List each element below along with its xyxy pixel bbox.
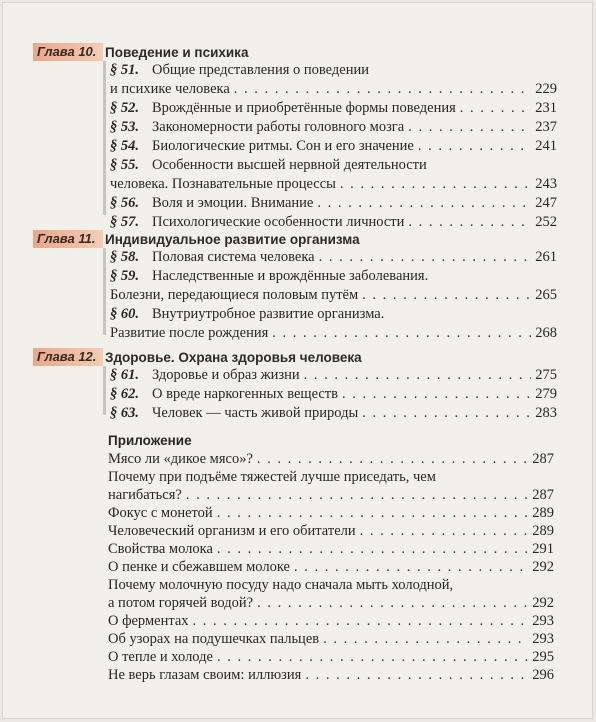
toc-entry[interactable]	[110, 305, 557, 323]
toc-entry[interactable]	[108, 576, 554, 594]
page-number: 289	[532, 505, 554, 521]
entry-title: Закономерности работы головного мозга	[152, 119, 405, 135]
section-number: § 59.	[110, 268, 139, 284]
entry-title: О вреде наркогенных веществ	[152, 386, 338, 402]
page-number: 268	[535, 325, 557, 341]
entry-title: Врождённые и приобретённые формы поведения	[152, 100, 456, 116]
toc-entry[interactable]	[110, 99, 557, 117]
leader-dots	[323, 630, 528, 648]
entry-title: Почему при подъёме тяжестей лучше приседать, чем	[108, 469, 436, 485]
leader-dots	[257, 450, 528, 468]
leader-dots	[362, 286, 531, 304]
toc-entry[interactable]	[110, 80, 557, 98]
leader-dots	[305, 666, 528, 684]
toc-entry[interactable]	[110, 194, 557, 212]
toc-entry[interactable]	[110, 137, 557, 155]
leader-dots	[342, 385, 531, 403]
chapter-title: Индивидуальное развитие организма	[105, 231, 360, 247]
toc-entry[interactable]	[108, 648, 554, 666]
toc-entry[interactable]	[108, 666, 554, 684]
page-number: 275	[535, 367, 557, 383]
chapter-12-entries	[103, 366, 557, 421]
section-number: § 51.	[110, 62, 139, 78]
entry-title: Об узорах на подушечках пальцев	[108, 631, 320, 647]
page-number: 252	[535, 214, 557, 230]
chapter-10-entries	[103, 61, 557, 230]
entry-title: Мясо ли «дикое мясо»?	[108, 451, 253, 467]
entry-title: и психике человека	[110, 81, 230, 97]
toc-entry[interactable]	[110, 366, 557, 384]
toc-entry[interactable]	[108, 450, 554, 468]
leader-dots	[294, 558, 528, 576]
page-number: 279	[535, 386, 557, 402]
leader-dots	[460, 99, 531, 117]
chapter-label: Глава 12.	[33, 348, 103, 366]
toc-entry[interactable]	[108, 594, 554, 612]
page-number: 287	[532, 487, 554, 503]
section-number: § 62.	[110, 386, 139, 402]
page-number: 289	[532, 523, 554, 539]
entry-title: Свойства молока	[108, 541, 213, 557]
toc-entry[interactable]	[110, 267, 557, 285]
chapter-10-heading	[33, 43, 248, 61]
chapter-title: Поведение и психика	[105, 44, 249, 60]
entry-title: Фокус с монетой	[108, 505, 213, 521]
section-number: § 54.	[110, 138, 139, 154]
entry-title: Человек — часть живой природы	[152, 405, 359, 421]
chapter-title: Здоровье. Охрана здоровья человека	[105, 349, 362, 365]
entry-title: Биологические ритмы. Сон и его значение	[152, 138, 414, 154]
page-number: 291	[532, 541, 554, 557]
entry-title: нагибаться?	[108, 487, 182, 503]
leader-dots	[234, 80, 531, 98]
page-number: 293	[532, 613, 554, 629]
page-number: 283	[535, 405, 557, 421]
entry-title: Половая система человека	[152, 249, 315, 265]
chapter-label: Глава 10.	[33, 43, 103, 61]
leader-dots	[186, 486, 528, 504]
page-number: 243	[535, 176, 557, 192]
leader-dots	[362, 404, 531, 422]
entry-title: а потом горячей водой?	[108, 595, 254, 611]
section-number: § 60.	[110, 306, 139, 322]
section-number: § 53.	[110, 119, 139, 135]
entry-title: Человеческий организм и его обитатели	[108, 523, 356, 539]
page-number: 265	[535, 287, 557, 303]
toc-entry[interactable]	[110, 61, 557, 79]
entry-title: Психологические особенности личности	[152, 214, 405, 230]
toc-entry[interactable]	[110, 118, 557, 136]
page-number: 237	[535, 119, 557, 135]
toc-entry[interactable]	[110, 324, 557, 342]
page-number: 293	[532, 631, 554, 647]
entry-title: Не верь глазам своим: иллюзия	[108, 667, 302, 683]
section-number: § 63.	[110, 405, 139, 421]
toc-entry[interactable]	[110, 404, 557, 422]
toc-page	[2, 2, 593, 719]
entry-title: Здоровье и образ жизни	[152, 367, 300, 383]
entry-title: Болезни, передающиеся половым путём	[110, 287, 359, 303]
toc-entry[interactable]	[108, 504, 554, 522]
section-number: § 55.	[110, 157, 139, 173]
leader-dots	[418, 137, 531, 155]
page-number: 247	[535, 195, 557, 211]
page-number: 241	[535, 138, 557, 154]
toc-entry[interactable]	[108, 522, 554, 540]
leader-dots	[408, 118, 531, 136]
entry-title: Общие представления о поведении	[152, 62, 369, 78]
toc-entry[interactable]	[108, 540, 554, 558]
chapter-12-heading	[33, 348, 362, 366]
page-number: 292	[532, 595, 554, 611]
toc-entry[interactable]	[108, 486, 554, 504]
entry-title: О тепле и холоде	[108, 649, 213, 665]
toc-entry[interactable]	[108, 630, 554, 648]
toc-entry[interactable]	[108, 468, 554, 486]
entry-title: человека. Познавательные процессы	[110, 176, 336, 192]
page-number: 261	[535, 249, 557, 265]
toc-entry[interactable]	[110, 385, 557, 403]
section-number: § 58.	[110, 249, 139, 265]
leader-dots	[193, 612, 529, 630]
leader-dots	[340, 175, 531, 193]
leader-dots	[408, 213, 531, 231]
entry-title: Почему молочную посуду надо сначала мыть холодной,	[108, 577, 454, 593]
entry-title: О ферментах	[108, 613, 189, 629]
page-number: 231	[535, 100, 557, 116]
toc-entry[interactable]	[108, 558, 554, 576]
leader-dots	[217, 540, 528, 558]
toc-entry[interactable]	[110, 286, 557, 304]
leader-dots	[217, 504, 529, 522]
page-number: 296	[532, 667, 554, 683]
chapter-11-entries	[103, 248, 557, 341]
page-number: 287	[532, 451, 554, 467]
toc-entry[interactable]	[110, 213, 557, 231]
toc-entry[interactable]	[110, 175, 557, 193]
leader-dots	[304, 366, 532, 384]
page-number: 229	[535, 81, 557, 97]
leader-dots	[272, 324, 531, 342]
page-number: 292	[532, 559, 554, 575]
leader-dots	[319, 248, 532, 266]
section-number: § 57.	[110, 214, 139, 230]
leader-dots	[257, 594, 528, 612]
section-number: § 52.	[110, 100, 139, 116]
entry-title: Воля и эмоции. Внимание	[152, 195, 314, 211]
entry-title: О пенке и сбежавшем молоке	[108, 559, 290, 575]
leader-dots	[217, 648, 528, 666]
chapter-11-heading	[33, 230, 360, 248]
entry-title: Внутриутробное развитие организма.	[152, 306, 385, 322]
page-number: 295	[532, 649, 554, 665]
section-number: § 61.	[110, 367, 139, 383]
appendix-title: Приложение	[108, 433, 192, 448]
toc-entry[interactable]	[110, 156, 557, 174]
entry-title: Развитие после рождения	[110, 325, 269, 341]
leader-dots	[360, 522, 529, 540]
section-number: § 56.	[110, 195, 139, 211]
entry-title: Особенности высшей нервной деятельности	[152, 157, 427, 173]
toc-entry[interactable]	[110, 248, 557, 266]
chapter-label: Глава 11.	[33, 230, 103, 248]
entry-title: Наследственные и врождённые заболевания.	[152, 268, 429, 284]
leader-dots	[317, 194, 531, 212]
toc-entry[interactable]	[108, 612, 554, 630]
